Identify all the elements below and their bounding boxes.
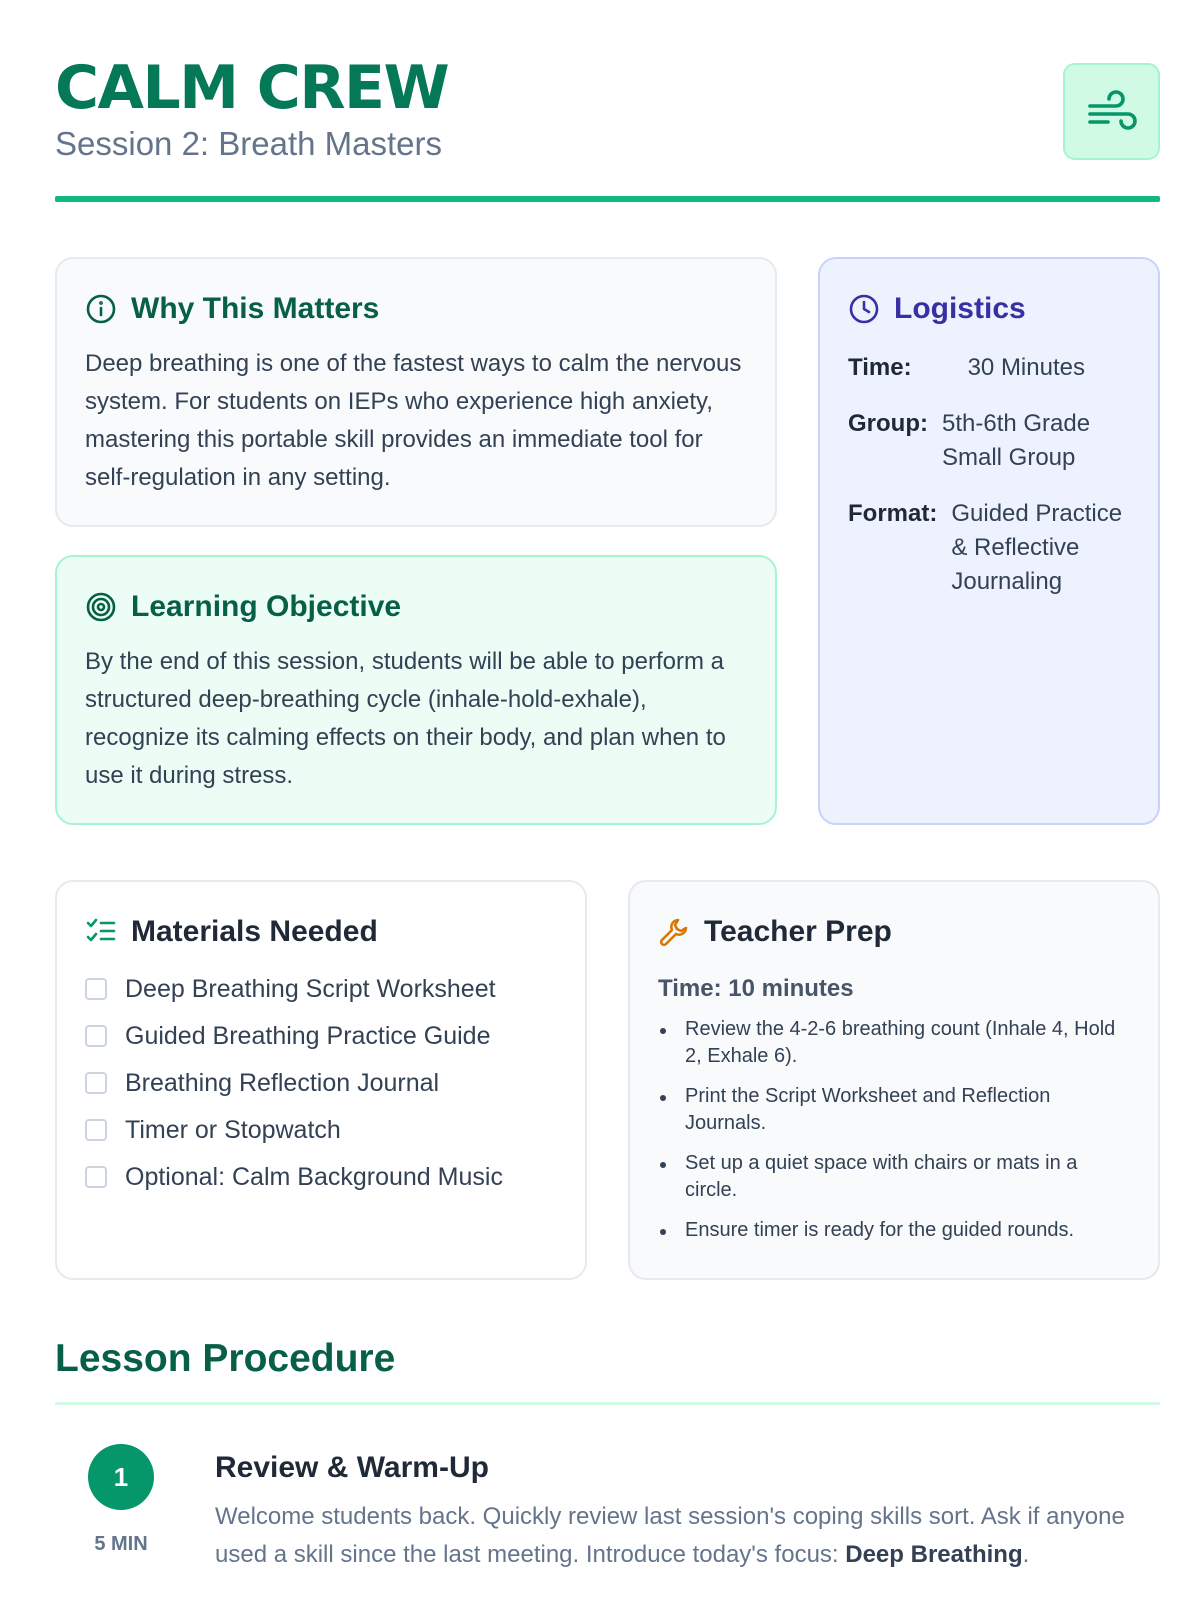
teacher-prep-card [628, 880, 1160, 1280]
material-label: Deep Breathing Script Worksheet [125, 975, 496, 1003]
materials-title: Materials Needed [131, 915, 378, 948]
step-description [215, 1498, 1160, 1574]
material-label: Timer or Stopwatch [125, 1116, 341, 1144]
logistics-heading [848, 291, 1130, 327]
logistics-label: Format: [848, 500, 938, 527]
prep-item: Set up a quiet space with chairs or mats in a circle. [658, 1150, 1130, 1204]
lesson-plan-page [55, 0, 1160, 1600]
logistics-value: 30 Minutes [967, 354, 1085, 381]
material-item[interactable] [85, 1160, 557, 1194]
step-number-badge: 1 [88, 1444, 154, 1510]
logistics-row-group [848, 407, 1130, 475]
session-subtitle: Session 2: Breath Masters [55, 125, 443, 162]
materials-card [55, 880, 587, 1280]
prep-time: Time: 10 minutes [658, 975, 854, 1002]
prep-item: Print the Script Worksheet and Reflection Journals. [658, 1083, 1130, 1137]
logistics-value: Guided Practice & Reflective Journaling [951, 500, 1123, 595]
brand-title: CALM CREW [55, 53, 449, 123]
learning-objective-card [55, 555, 777, 825]
step-desc-emphasis: Deep Breathing [845, 1541, 1023, 1568]
target-icon [85, 591, 117, 623]
material-checkbox[interactable] [85, 978, 107, 1000]
checklist-icon [85, 916, 117, 948]
step-title: Review & Warm-Up [215, 1451, 489, 1484]
material-checkbox[interactable] [85, 1025, 107, 1047]
step-desc-end: . [1022, 1541, 1030, 1568]
material-item[interactable] [85, 972, 557, 1006]
prep-item: Ensure timer is ready for the guided rounds. [658, 1217, 1130, 1244]
procedure-rule [55, 1402, 1160, 1405]
material-label: Optional: Calm Background Music [125, 1163, 503, 1191]
material-checkbox[interactable] [85, 1119, 107, 1141]
why-title: Why This Matters [131, 292, 380, 325]
objective-heading [85, 589, 747, 625]
procedure-step [55, 1444, 1160, 1594]
prep-heading [658, 914, 1130, 950]
header-rule [55, 196, 1160, 202]
why-heading [85, 291, 747, 327]
objective-title: Learning Objective [131, 590, 402, 623]
wind-icon [1063, 63, 1160, 160]
logistics-label: Time: [848, 354, 912, 381]
procedure-title: Lesson Procedure [55, 1337, 396, 1380]
prep-list [658, 1016, 1130, 1244]
why-this-matters-card [55, 257, 777, 527]
clock-icon [848, 293, 880, 325]
material-item[interactable] [85, 1019, 557, 1053]
step-duration: 5 MIN [94, 1533, 148, 1555]
logistics-row-format [848, 497, 1130, 599]
header [55, 52, 1160, 202]
logistics-title: Logistics [894, 292, 1026, 325]
wrench-icon [658, 916, 690, 948]
objective-body: By the end of this session, students will be able to perform a structured deep-breathing cycle (inhale-hold-exhale), recognize its calming effects on their body, and plan when to use it during stress. [85, 648, 726, 789]
prep-item: Review the 4-2-6 breathing count (Inhale 4, Hold 2, Exhale 6). [658, 1016, 1130, 1070]
material-item[interactable] [85, 1066, 557, 1100]
logistics-row-time [848, 351, 1130, 385]
material-checkbox[interactable] [85, 1072, 107, 1094]
logistics-label: Group: [848, 410, 928, 437]
material-label: Guided Breathing Practice Guide [125, 1022, 491, 1050]
materials-heading [85, 914, 557, 950]
material-item[interactable] [85, 1113, 557, 1147]
info-icon [85, 293, 117, 325]
material-label: Breathing Reflection Journal [125, 1069, 440, 1097]
materials-list [85, 972, 557, 1194]
why-body: Deep breathing is one of the fastest ways to calm the nervous system. For students on IEPs who experience high anxiety, mastering this portable skill provides an immediate tool for self-regulation in any setting. [85, 350, 742, 491]
prep-title: Teacher Prep [704, 915, 892, 948]
logistics-card [818, 257, 1160, 825]
step-desc-text: Welcome students back. Quickly review last session's coping skills sort. Ask if anyone used a skill since the last meeting. Introduce today's focus: [215, 1503, 1125, 1568]
material-checkbox[interactable] [85, 1166, 107, 1188]
logistics-value: 5th-6th Grade Small Group [941, 410, 1091, 471]
